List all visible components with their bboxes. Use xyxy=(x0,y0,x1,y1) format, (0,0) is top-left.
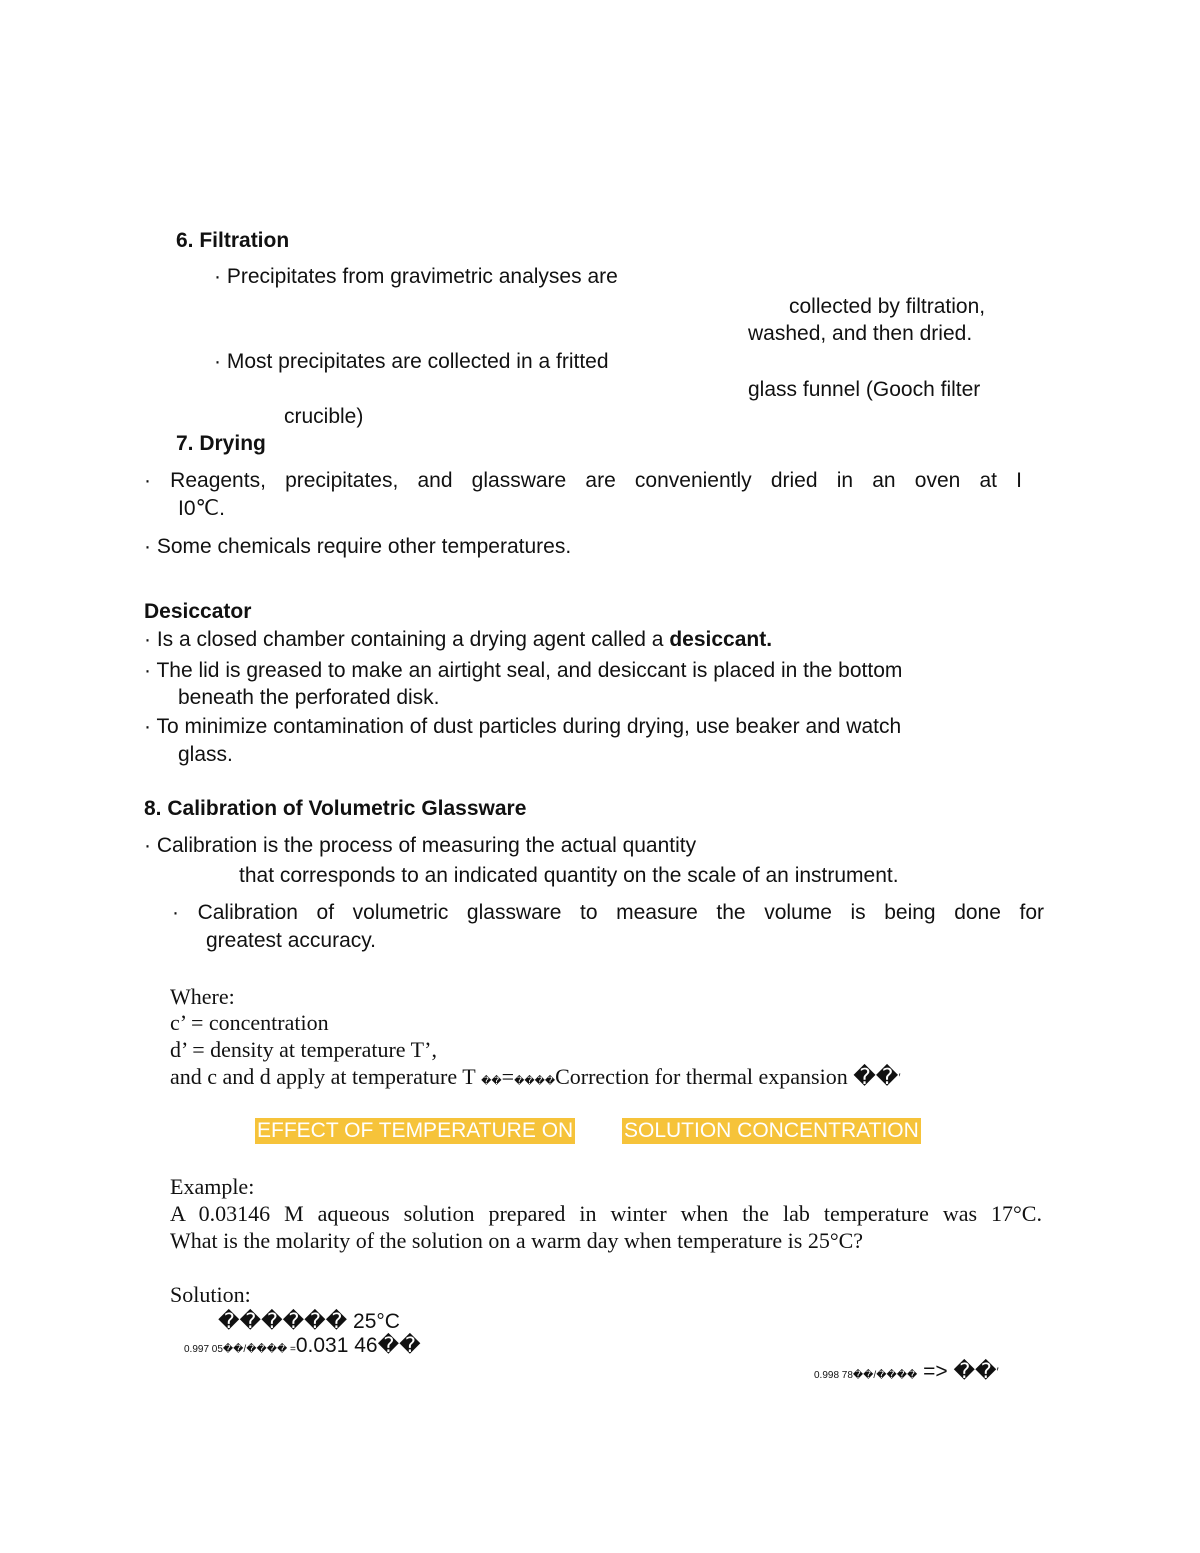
filtration-bullet-1-line-1: · Precipitates from gravimetric analyses are xyxy=(214,265,618,288)
calibration-bullet-2-line-2: greatest accuracy. xyxy=(206,929,377,952)
solution-line-3 xyxy=(814,1359,999,1389)
calibration-heading: 8. Calibration of Volumetric Glassware xyxy=(144,797,527,820)
drying-heading: 7. Drying xyxy=(176,432,266,455)
where-line-1: c’ = concentration xyxy=(170,1010,329,1035)
where-line-3 xyxy=(170,1064,901,1095)
example-line-2: What is the molarity of the solution on a warm day when temperature is 25°C? xyxy=(170,1228,864,1253)
banner-part-1: EFFECT OF TEMPERATURE ON xyxy=(257,1119,574,1142)
garbled-glyph: ���� xyxy=(514,1076,556,1087)
garbled-glyph: �� xyxy=(481,1076,502,1087)
solution-line-1: ������ 25°C xyxy=(218,1310,400,1333)
solution-line-2-big: 0.031 46�� xyxy=(295,1334,421,1357)
drying-bullet-1-line-2: I0℃. xyxy=(178,497,225,520)
calibration-bullet-1-line-1: · Calibration is the process of measuring the actual quantity xyxy=(144,834,697,857)
drying-bullet-2: · Some chemicals require other temperatures. xyxy=(144,535,572,558)
where-label: Where: xyxy=(170,984,235,1009)
solution-line-3-small: 0.998 78��/���� xyxy=(814,1370,918,1381)
solution-line-2 xyxy=(184,1333,421,1363)
calibration-bullet-1-line-2: that corresponds to an indicated quantity on the scale of an instrument. xyxy=(239,864,899,887)
where-line-2: d’ = density at temperature T’, xyxy=(170,1037,437,1062)
where-line-3-main: and c and d apply at temperature T xyxy=(170,1064,476,1089)
desiccator-bullet-3-line-1: · To minimize contamination of dust particles during drying, use beaker and watch xyxy=(144,715,902,738)
filtration-bullet-1-line-2: collected by filtration, xyxy=(789,295,986,318)
banner-part-2: SOLUTION CONCENTRATION xyxy=(624,1119,919,1142)
example-label: Example: xyxy=(170,1174,255,1199)
prime-mark: ′ xyxy=(996,1365,999,1379)
desiccator-bullet-1-text: · Is a closed chamber containing a drying agent called a xyxy=(144,628,670,651)
example-line-1: A 0.03146 M aqueous solution prepared in winter when the lab temperature was 17°C. xyxy=(170,1201,1042,1226)
filtration-bullet-1-line-3: washed, and then dried. xyxy=(748,322,973,345)
filtration-bullet-2-line-2: glass funnel (Gooch filter xyxy=(748,378,981,401)
where-line-3-tail: Correction for thermal expansion �� xyxy=(555,1064,899,1089)
equals-sign: = xyxy=(501,1064,515,1089)
filtration-bullet-2-line-3: crucible) xyxy=(284,405,364,428)
desiccator-bullet-1 xyxy=(144,627,772,653)
filtration-bullet-2-line-1: · Most precipitates are collected in a fritted xyxy=(214,350,609,373)
desiccator-bullet-3-line-2: glass. xyxy=(178,743,233,766)
desiccator-bullet-2-line-2: beneath the perforated disk. xyxy=(178,686,440,709)
desiccant-term: desiccant. xyxy=(669,628,773,651)
solution-line-2-small: 0.997 05��/���� = xyxy=(184,1344,296,1355)
prime-mark: ′ xyxy=(898,1070,901,1084)
filtration-heading: 6. Filtration xyxy=(176,229,290,252)
desiccator-bullet-2-line-1: · The lid is greased to make an airtight seal, and desiccant is placed in the bottom xyxy=(144,659,903,682)
drying-bullet-1-line-1: · Reagents, precipitates, and glassware are conveniently dried in an oven at I xyxy=(144,469,1022,492)
solution-line-3-big: => �� xyxy=(923,1360,997,1383)
desiccator-heading: Desiccator xyxy=(144,600,252,623)
calibration-bullet-2-line-1: · Calibration of volumetric glassware to measure the volume is being done for xyxy=(172,901,1044,924)
solution-label: Solution: xyxy=(170,1282,251,1307)
